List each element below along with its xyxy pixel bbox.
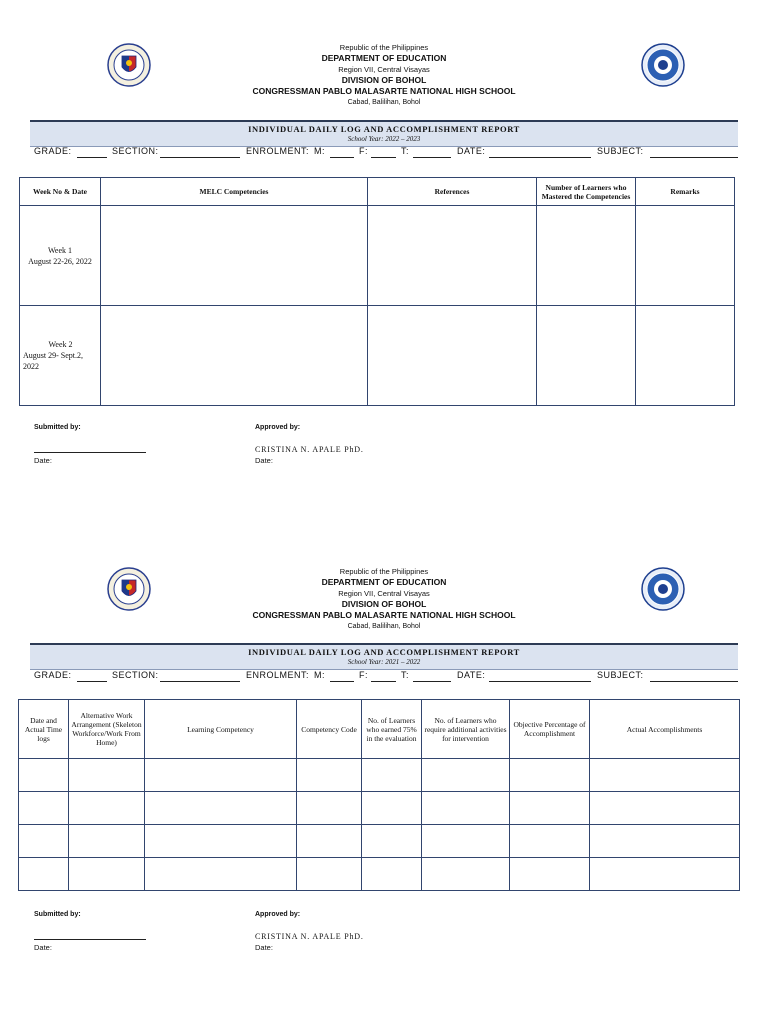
subject-field[interactable] bbox=[650, 681, 738, 682]
col-melc-competencies: MELC Competencies bbox=[101, 178, 368, 206]
school-year: School Year: 2022 – 2023 bbox=[347, 135, 421, 143]
deped-seal-logo bbox=[107, 43, 151, 87]
date-label: DATE: bbox=[457, 146, 486, 156]
table-header-row bbox=[19, 700, 740, 759]
approver-name: CRISTINA N. APALE PhD. bbox=[255, 445, 364, 454]
table-row bbox=[19, 825, 740, 858]
section-label: SECTION: bbox=[112, 146, 159, 156]
region-text: Region VII, Central Visayas bbox=[338, 589, 430, 598]
week-label: Week 1 bbox=[47, 245, 72, 255]
section-field[interactable] bbox=[160, 681, 240, 682]
learners-cell[interactable] bbox=[537, 206, 636, 306]
week-label: Week 2 bbox=[48, 340, 73, 349]
table-row bbox=[20, 206, 735, 306]
grade-label: GRADE: bbox=[34, 146, 72, 156]
t-label: T: bbox=[401, 670, 410, 680]
week-dates: August 29- Sept.2, 2022 bbox=[23, 351, 83, 371]
approved-date-label: Date: bbox=[255, 456, 273, 465]
melc-cell[interactable] bbox=[101, 206, 368, 306]
f-field[interactable] bbox=[371, 157, 396, 158]
department-text: DEPARTMENT OF EDUCATION bbox=[321, 577, 447, 587]
table-row bbox=[19, 858, 740, 891]
references-cell[interactable] bbox=[368, 206, 537, 306]
school-year: School Year: 2021 – 2022 bbox=[347, 658, 421, 666]
learners-cell[interactable] bbox=[537, 306, 636, 406]
school-seal-logo bbox=[641, 43, 685, 87]
report-fields-2 bbox=[34, 670, 744, 684]
date-field[interactable] bbox=[489, 157, 591, 158]
report-title-band-2 bbox=[30, 643, 738, 670]
m-label: M: bbox=[314, 670, 325, 680]
division-text: DIVISION OF BOHOL bbox=[341, 599, 427, 609]
m-label: M: bbox=[314, 146, 325, 156]
f-field[interactable] bbox=[371, 681, 396, 682]
department-text: DEPARTMENT OF EDUCATION bbox=[321, 53, 447, 63]
submitted-by-label: Submitted by: bbox=[34, 424, 81, 431]
enrolment-label: ENROLMENT: bbox=[246, 146, 310, 156]
col-learners-intervention: No. of Learners who require additional activities for intervention bbox=[422, 700, 510, 759]
report-fields-1 bbox=[34, 146, 744, 160]
col-week-date: Week No & Date bbox=[20, 178, 101, 206]
school-text: CONGRESSMAN PABLO MALASARTE NATIONAL HIGH SCHOOL bbox=[252, 86, 516, 96]
col-learners-mastered: Number of Learners who Mastered the Competencies bbox=[537, 178, 636, 206]
approved-date-label: Date: bbox=[255, 943, 273, 952]
t-label: T: bbox=[401, 146, 410, 156]
col-learning-competency: Learning Competency bbox=[145, 700, 297, 759]
report-title-band-1 bbox=[30, 120, 738, 147]
col-work-arrangement: Alternative Work Arrangement (Skeleton Workforce/Work From Home) bbox=[69, 700, 145, 759]
col-actual-accomplishments: Actual Accomplishments bbox=[590, 700, 740, 759]
melc-table bbox=[19, 177, 735, 406]
references-cell[interactable] bbox=[368, 306, 537, 406]
school-text: CONGRESSMAN PABLO MALASARTE NATIONAL HIGH SCHOOL bbox=[252, 610, 516, 620]
col-objective-percentage: Objective Percentage of Accomplishment bbox=[510, 700, 590, 759]
week-cell bbox=[20, 206, 101, 306]
submitted-signature-line[interactable] bbox=[34, 939, 146, 940]
m-field[interactable] bbox=[330, 157, 354, 158]
grade-label: GRADE: bbox=[34, 670, 72, 680]
report-title: INDIVIDUAL DAILY LOG AND ACCOMPLISHMENT REPORT bbox=[248, 647, 520, 657]
table-header-row bbox=[20, 178, 735, 206]
col-date-time-logs: Date and Actual Time logs bbox=[19, 700, 69, 759]
melc-cell[interactable] bbox=[101, 306, 368, 406]
section-label: SECTION: bbox=[112, 670, 159, 680]
republic-text: Republic of the Philippines bbox=[339, 567, 429, 576]
table-row bbox=[19, 759, 740, 792]
grade-field[interactable] bbox=[77, 157, 107, 158]
enrolment-label: ENROLMENT: bbox=[246, 670, 310, 680]
division-text: DIVISION OF BOHOL bbox=[341, 75, 427, 85]
accomplishment-table bbox=[18, 699, 740, 891]
col-competency-code: Competency Code bbox=[297, 700, 362, 759]
t-field[interactable] bbox=[413, 157, 451, 158]
submitted-signature-line[interactable] bbox=[34, 452, 146, 453]
week-cell bbox=[20, 306, 101, 406]
date-field[interactable] bbox=[489, 681, 591, 682]
m-field[interactable] bbox=[330, 681, 354, 682]
remarks-cell[interactable] bbox=[636, 206, 735, 306]
republic-text: Republic of the Philippines bbox=[339, 43, 429, 52]
col-learners-75: No. of Learners who earned 75% in the evaluation bbox=[362, 700, 422, 759]
grade-field[interactable] bbox=[77, 681, 107, 682]
subject-label: SUBJECT: bbox=[597, 670, 644, 680]
report-title: INDIVIDUAL DAILY LOG AND ACCOMPLISHMENT REPORT bbox=[248, 124, 520, 134]
f-label: F: bbox=[359, 146, 368, 156]
deped-seal-logo bbox=[107, 567, 151, 611]
subject-label: SUBJECT: bbox=[597, 146, 644, 156]
approver-name: CRISTINA N. APALE PhD. bbox=[255, 932, 364, 941]
submitted-date-label: Date: bbox=[34, 456, 52, 465]
col-references: References bbox=[368, 178, 537, 206]
date-label: DATE: bbox=[457, 670, 486, 680]
section-field[interactable] bbox=[160, 157, 240, 158]
subject-field[interactable] bbox=[650, 157, 738, 158]
table-row bbox=[19, 792, 740, 825]
approved-by-label: Approved by: bbox=[255, 911, 301, 918]
location-text: Cabad, Balilihan, Bohol bbox=[347, 623, 421, 630]
submitted-date-label: Date: bbox=[34, 943, 52, 952]
school-seal-logo bbox=[641, 567, 685, 611]
t-field[interactable] bbox=[413, 681, 451, 682]
table-row bbox=[20, 306, 735, 406]
submitted-by-label: Submitted by: bbox=[34, 911, 81, 918]
region-text: Region VII, Central Visayas bbox=[338, 65, 430, 74]
f-label: F: bbox=[359, 670, 368, 680]
remarks-cell[interactable] bbox=[636, 306, 735, 406]
col-remarks: Remarks bbox=[636, 178, 735, 206]
approved-by-label: Approved by: bbox=[255, 424, 301, 431]
location-text: Cabad, Balilihan, Bohol bbox=[347, 99, 421, 106]
week-dates: August 22-26, 2022 bbox=[28, 256, 92, 266]
